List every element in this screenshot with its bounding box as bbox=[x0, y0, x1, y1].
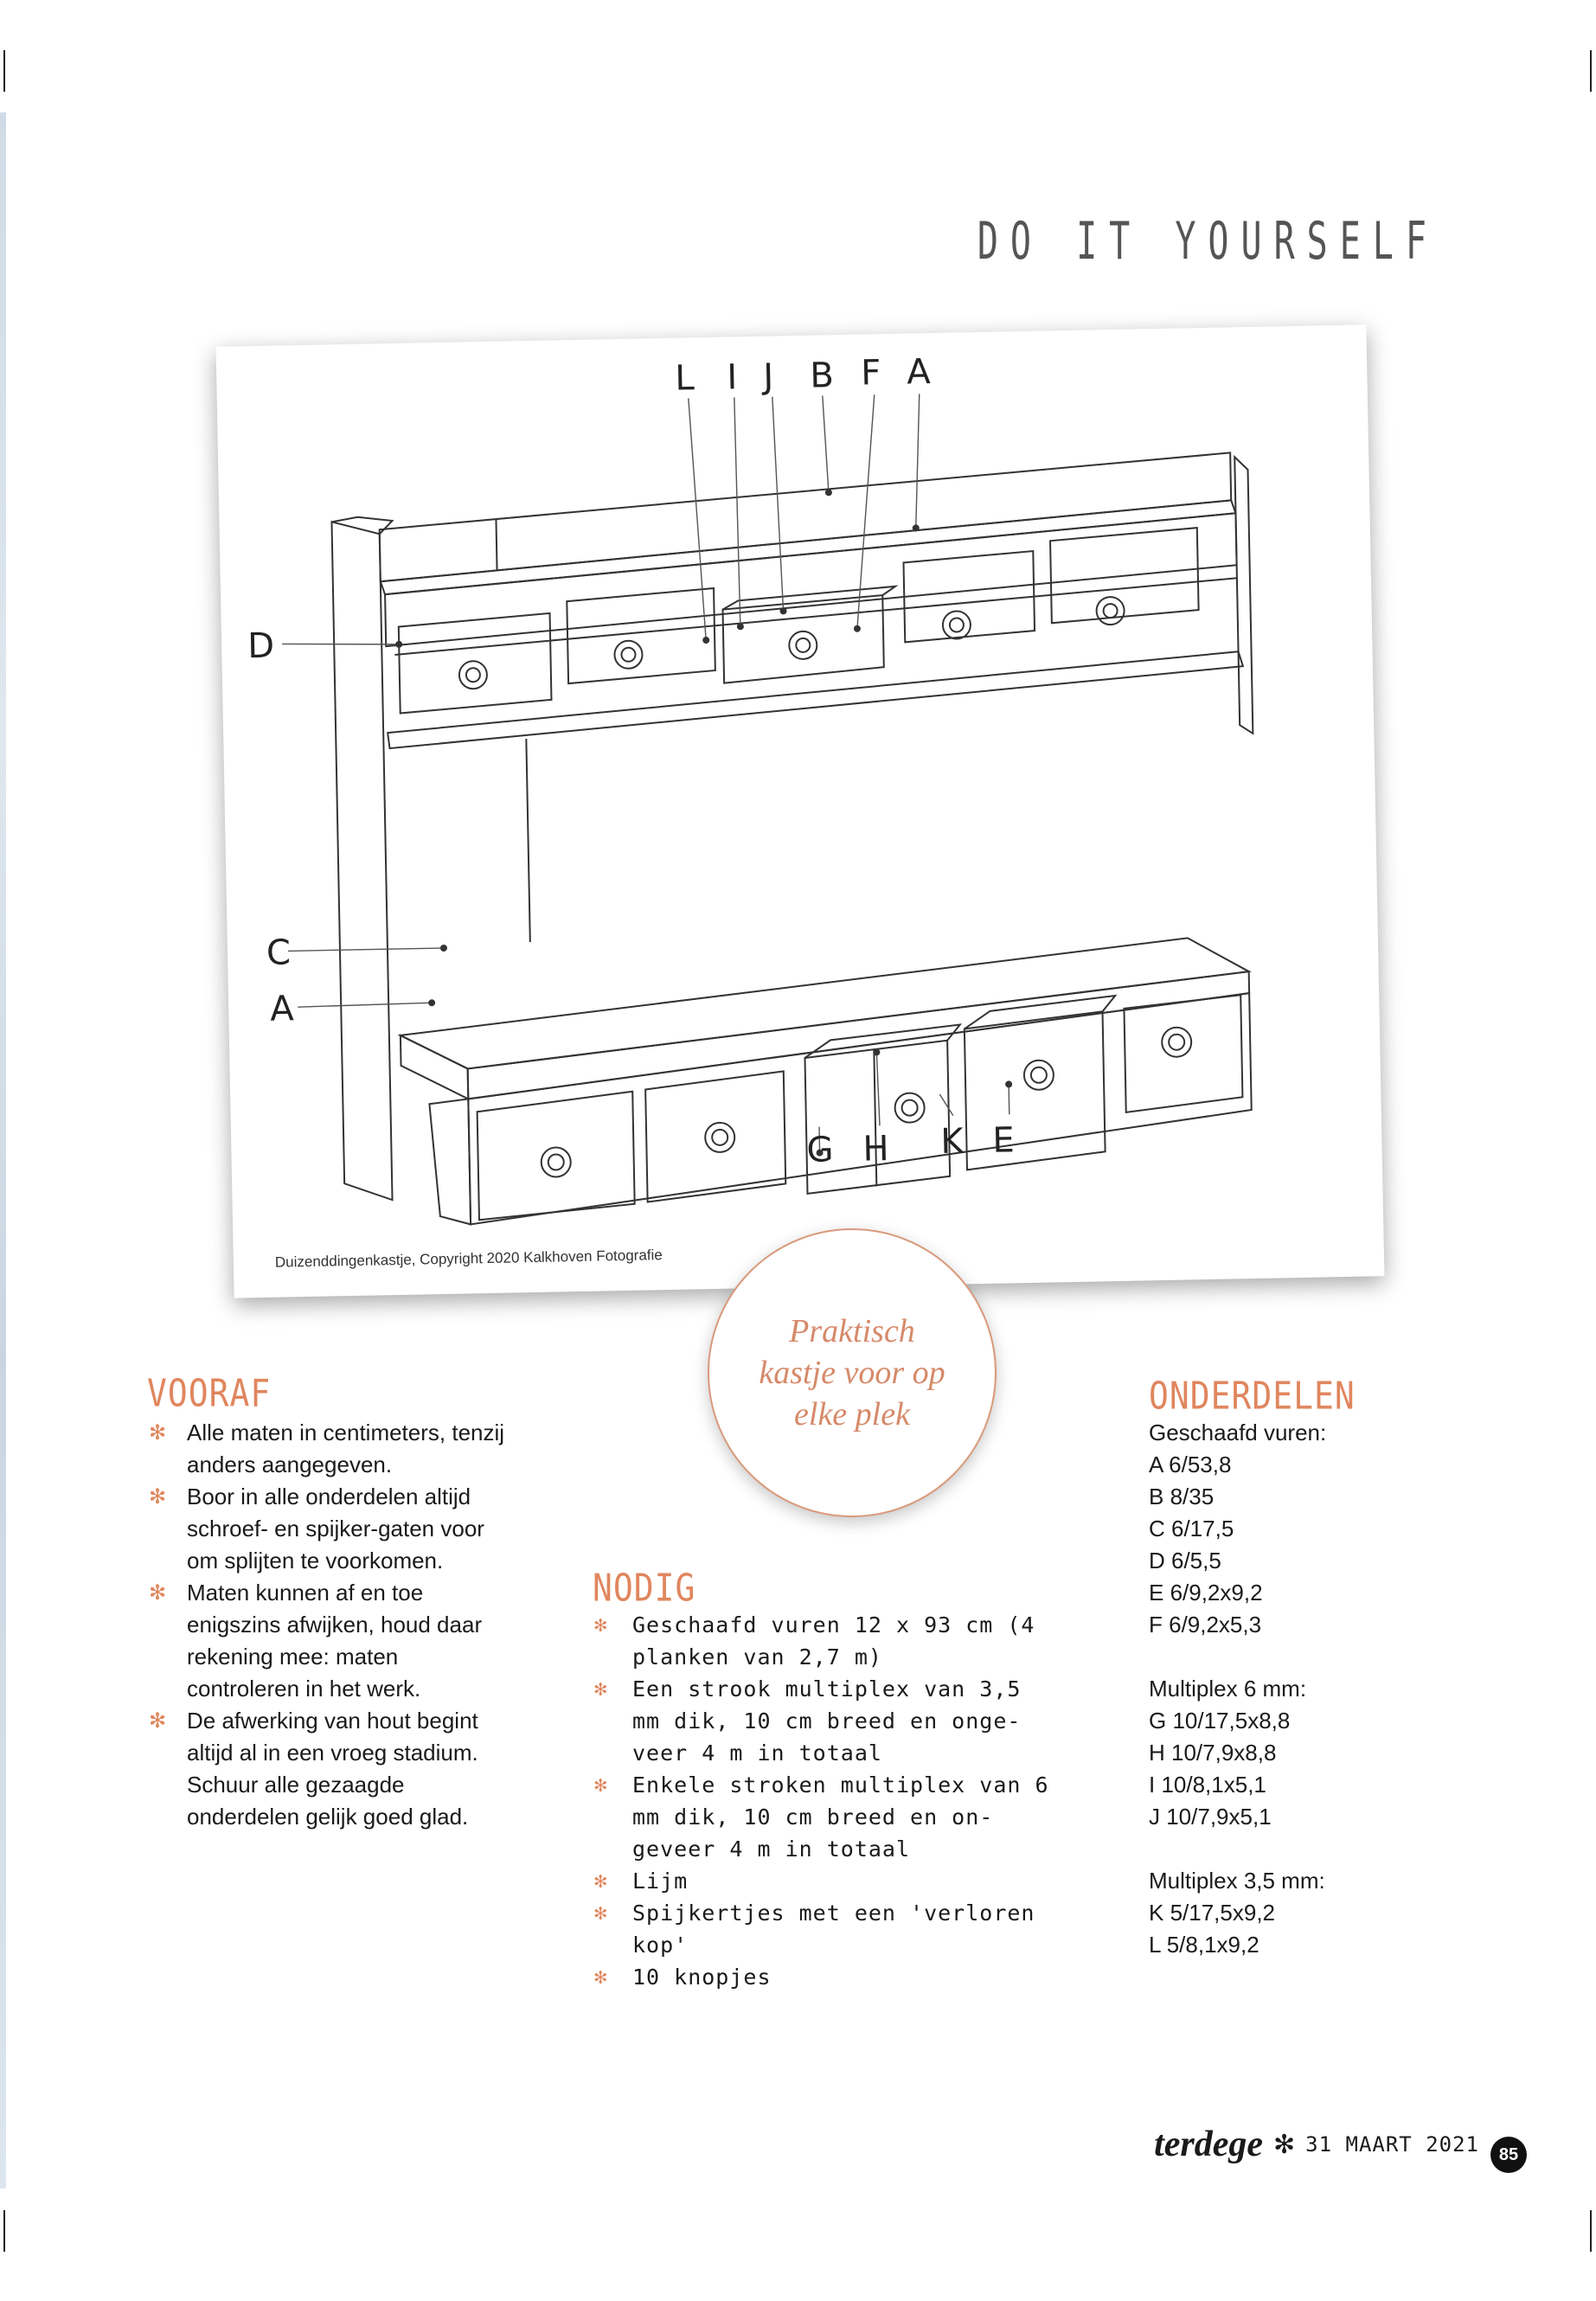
part-item: L 5/8,1x9,2 bbox=[1149, 1932, 1259, 1958]
nodig-item: ✻ Enkele stroken multiplex van 6 mm dik, 10 cm breed en on-geveer 4 m in totaal bbox=[594, 1769, 1057, 1865]
lower-knob-5 bbox=[1162, 1027, 1192, 1057]
left-side-panel bbox=[331, 521, 392, 1201]
label-C: C bbox=[266, 933, 292, 973]
left-page-edge bbox=[0, 112, 6, 2189]
vooraf-item: ✻ Alle maten in centimeters, tenzij anders aangegeven. bbox=[149, 1417, 512, 1481]
upper-rail bbox=[384, 513, 1238, 646]
brand-logo: terdege bbox=[1154, 2125, 1264, 2164]
bullet-star-icon: ✻ bbox=[594, 1965, 608, 1989]
bullet-star-icon: ✻ bbox=[149, 1709, 167, 1733]
top-back-board bbox=[378, 452, 1232, 581]
label-B: B bbox=[809, 356, 835, 396]
lower-knob-4 bbox=[1024, 1060, 1054, 1090]
bullet-star-icon: ✻ bbox=[594, 1612, 608, 1637]
footer-star-icon: ✻ bbox=[1273, 2130, 1296, 2159]
left-side-top bbox=[331, 516, 392, 535]
crop-mark-bl bbox=[3, 2210, 5, 2252]
drawer-4 bbox=[904, 551, 1035, 642]
nodig-list bbox=[594, 1609, 1057, 1993]
label-L: L bbox=[674, 358, 695, 399]
onderdelen-heading: ONDERDELEN bbox=[1149, 1374, 1356, 1418]
part-item: C 6/17,5 bbox=[1149, 1516, 1234, 1541]
drawer-2 bbox=[567, 588, 715, 683]
parts-group-title: Multiplex 3,5 mm: bbox=[1149, 1868, 1325, 1894]
part-item: F 6/9,2x5,3 bbox=[1149, 1612, 1262, 1638]
cabinet-drawing bbox=[216, 324, 1385, 1298]
lower-drawer-5 bbox=[1124, 995, 1243, 1112]
figure-photo bbox=[216, 324, 1385, 1298]
counter-edge-left bbox=[401, 1034, 468, 1099]
drawer-1 bbox=[399, 613, 552, 714]
label-G: G bbox=[806, 1130, 834, 1170]
label-H: H bbox=[862, 1129, 890, 1170]
vooraf-item: ✻ De afwerking van hout begint altijd al in een vroeg stadium. Schuur alle gezaagde onderdelen gelijk goed glad. bbox=[149, 1705, 512, 1833]
lower-drawer-4-pulled bbox=[965, 1011, 1106, 1170]
vooraf-list bbox=[149, 1417, 512, 1833]
vooraf-item: ✻ Maten kunnen af en toe enigszins afwijken, houd daar rekening mee: maten controleren in het werk. bbox=[149, 1577, 512, 1705]
crop-mark-tr bbox=[1590, 50, 1592, 92]
label-E: E bbox=[991, 1120, 1016, 1161]
lower-left-side bbox=[429, 1099, 471, 1225]
part-item: B 8/35 bbox=[1149, 1484, 1215, 1509]
part-item: H 10/7,9x8,8 bbox=[1149, 1740, 1277, 1766]
bullet-star-icon: ✻ bbox=[594, 1772, 608, 1797]
bullet-star-icon: ✻ bbox=[149, 1581, 167, 1605]
bullet-star-icon: ✻ bbox=[149, 1421, 167, 1445]
figure-caption: Duizenddingenkastje, Copyright 2020 Kalkhoven Fotografie bbox=[274, 1247, 663, 1271]
callout-text: Praktisch kastje voor op elke plek bbox=[759, 1313, 945, 1433]
bullet-star-icon: ✻ bbox=[149, 1485, 167, 1509]
callout-circle bbox=[708, 1228, 997, 1517]
nodig-item: ✻ Geschaafd vuren 12 x 93 cm (4 planken van 2,7 m) bbox=[594, 1609, 1057, 1673]
label-I: I bbox=[726, 357, 738, 398]
issue-date: 31 MAART 2021 bbox=[1305, 2132, 1479, 2157]
part-item: J 10/7,9x5,1 bbox=[1149, 1804, 1272, 1830]
part-item: A 6/53,8 bbox=[1149, 1452, 1232, 1477]
parts-group-title: Geschaafd vuren: bbox=[1149, 1420, 1327, 1445]
knob-3 bbox=[789, 631, 817, 660]
lower-front bbox=[466, 993, 1253, 1224]
nodig-item: ✻ Lijm bbox=[594, 1865, 1057, 1897]
footer bbox=[1154, 2124, 1479, 2165]
top-shelf bbox=[379, 500, 1237, 594]
part-item: I 10/8,1x5,1 bbox=[1149, 1772, 1266, 1798]
onderdelen-list bbox=[1149, 1417, 1426, 1961]
part-item: G 10/17,5x8,8 bbox=[1149, 1708, 1291, 1734]
leader-dots bbox=[394, 486, 1016, 1163]
right-side-panel bbox=[1234, 457, 1253, 734]
running-head: DO IT YOURSELF bbox=[977, 212, 1439, 272]
part-item: E 6/9,2x9,2 bbox=[1149, 1580, 1263, 1606]
page-number: 85 bbox=[1490, 2137, 1527, 2173]
parts-group-title: Multiplex 6 mm: bbox=[1149, 1676, 1307, 1702]
label-A-top: A bbox=[906, 352, 932, 393]
vooraf-item: ✻ Boor in alle onderdelen altijd schroef- en spijker-gaten voor om splijten te voorkomen. bbox=[149, 1481, 512, 1577]
part-item: D 6/5,5 bbox=[1149, 1548, 1221, 1574]
back-dividers bbox=[526, 739, 530, 942]
bullet-star-icon: ✻ bbox=[594, 1868, 608, 1893]
lower-knob-2 bbox=[705, 1123, 735, 1153]
lower-knob-1 bbox=[541, 1147, 571, 1177]
nodig-heading: NODIG bbox=[593, 1566, 696, 1610]
counter-edge-front bbox=[466, 971, 1251, 1099]
lower-knob-3 bbox=[894, 1093, 925, 1123]
knob-5 bbox=[1096, 597, 1125, 625]
top-dividers bbox=[496, 519, 497, 571]
lower-drawer-2 bbox=[645, 1071, 786, 1202]
lower-drawer-1 bbox=[477, 1092, 635, 1220]
nodig-item: ✻ Spijkertjes met een 'verloren kop' bbox=[594, 1897, 1057, 1961]
nodig-item: ✻ 10 knopjes bbox=[594, 1961, 1057, 1993]
crop-mark-br bbox=[1590, 2210, 1592, 2252]
vooraf-heading: VOORAF bbox=[147, 1371, 272, 1415]
label-D: D bbox=[247, 625, 275, 667]
middle-shelf bbox=[387, 651, 1245, 748]
knob-1 bbox=[459, 661, 488, 689]
label-A-bottom: A bbox=[269, 989, 295, 1029]
crop-mark-tl bbox=[3, 50, 5, 92]
knob-4 bbox=[943, 611, 971, 639]
label-K: K bbox=[939, 1121, 965, 1162]
nodig-item: ✻ Een strook multiplex van 3,5 mm dik, 10 cm breed en onge-veer 4 m in totaal bbox=[594, 1673, 1057, 1769]
part-item: K 5/17,5x9,2 bbox=[1149, 1900, 1275, 1926]
bullet-star-icon: ✻ bbox=[594, 1676, 608, 1701]
bullet-star-icon: ✻ bbox=[594, 1900, 608, 1925]
knob-2 bbox=[614, 640, 643, 669]
label-F: F bbox=[860, 353, 881, 394]
label-J: J bbox=[762, 356, 774, 397]
